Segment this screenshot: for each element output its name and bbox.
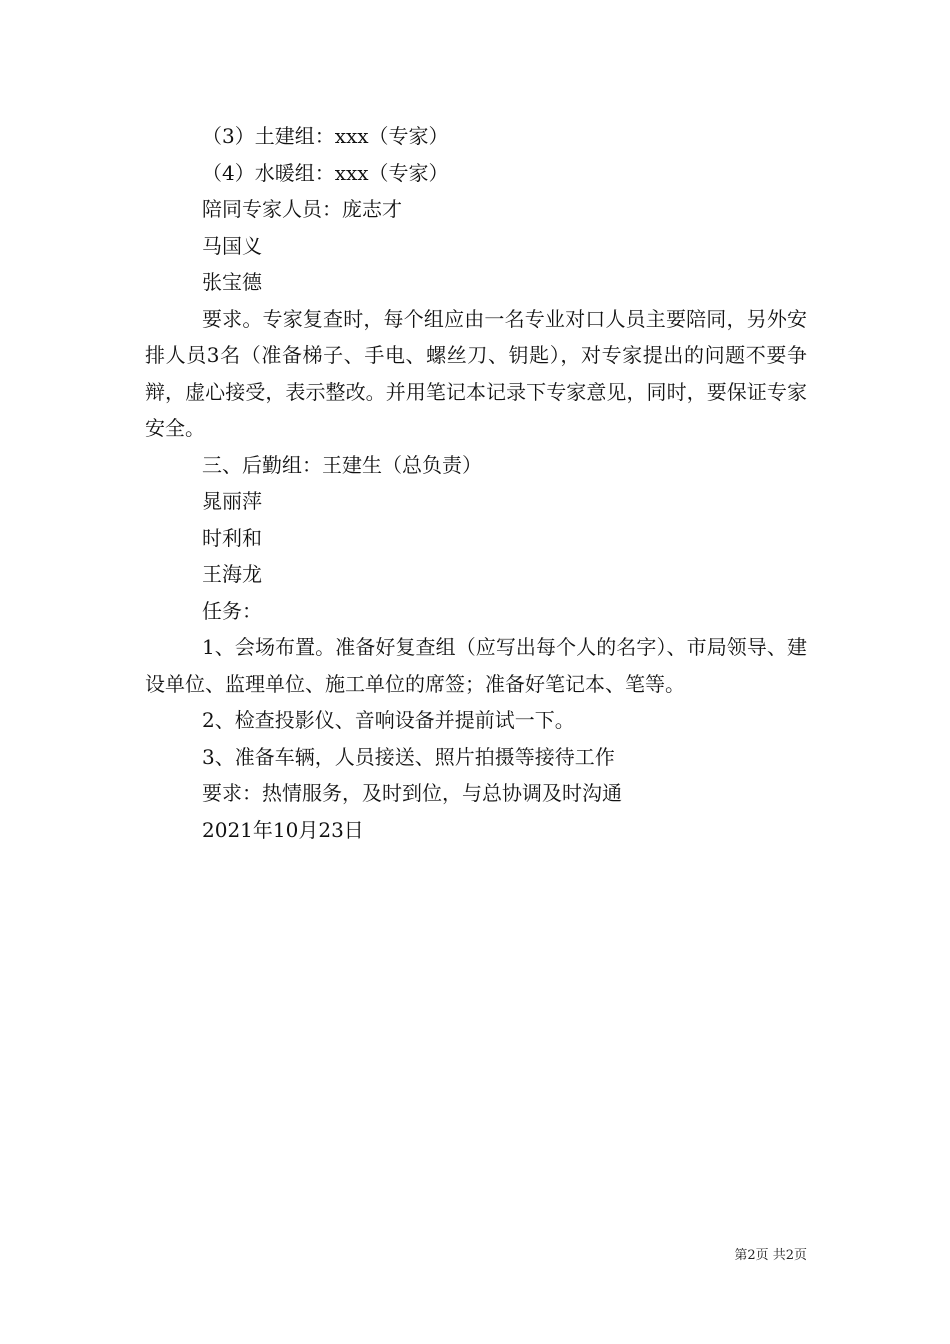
escort-name-line: 马国义 xyxy=(202,233,262,258)
document-date: 2021年10月23日 xyxy=(202,817,364,842)
escort-staff-line: 陪同专家人员：庞志才 xyxy=(202,197,402,221)
tasks-heading: 任务： xyxy=(202,598,262,623)
logistics-member-line: 时利和 xyxy=(202,525,262,550)
task-2-line: 2、检查投影仪、音响设备并提前试一下。 xyxy=(202,708,575,732)
service-requirement-line: 要求：热情服务，及时到位，与总协调及时沟通 xyxy=(202,781,622,805)
group-line-civil: （3）土建组：xxx（专家） xyxy=(202,124,449,148)
logistics-group-heading: 三、后勤组：王建生（总负责） xyxy=(202,452,482,477)
task-1-paragraph: 1、会场布置。准备好复查组（应写出每个人的名字）、市局领导、建设单位、监理单位、施工单位的席签；准备好笔记本、笔等。 xyxy=(145,635,807,696)
document-body xyxy=(145,118,807,848)
page-number-footer: 第2页 共2页 xyxy=(734,1248,807,1263)
escort-name-line: 张宝德 xyxy=(202,270,262,294)
task-3-line: 3、准备车辆，人员接送、照片拍摄等接待工作 xyxy=(202,744,615,769)
logistics-member-line: 王海龙 xyxy=(202,562,262,586)
logistics-member-line: 晁丽萍 xyxy=(202,489,262,513)
requirement-paragraph: 要求。专家复查时，每个组应由一名专业对口人员主要陪同，另外安排人员3名（准备梯子、手电、螺丝刀、钥匙），对专家提出的问题不要争辩，虚心接受，表示整改。并用笔记本记录下专家意见，同时，要保证专家安全。 xyxy=(145,306,807,440)
group-line-plumbing: （4）水暖组：xxx（专家） xyxy=(202,160,449,185)
